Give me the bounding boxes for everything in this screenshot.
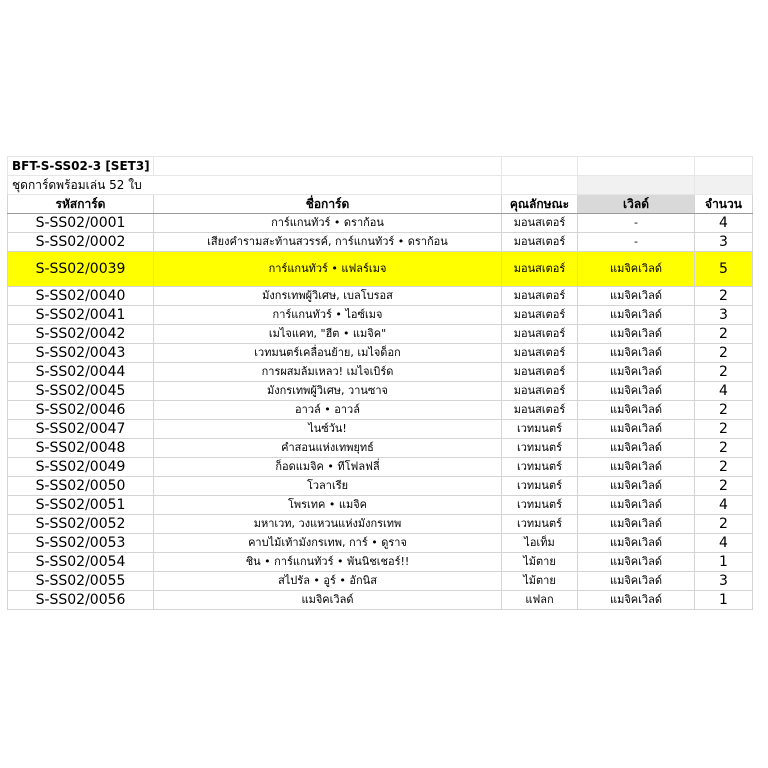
table-row xyxy=(8,591,753,610)
table-row xyxy=(8,325,753,344)
cell-name: คาบไม้เท้ามังกรเทพ, การ์ • ดูราจ xyxy=(154,534,502,553)
cell-qty: 2 xyxy=(695,325,753,344)
cell-qty: 2 xyxy=(695,287,753,306)
table-row xyxy=(8,382,753,401)
cell-qty: 3 xyxy=(695,306,753,325)
blank-cell xyxy=(502,157,578,176)
cell-code: S-SS02/0040 xyxy=(8,287,154,306)
cell-code: S-SS02/0002 xyxy=(8,233,154,252)
cell-kind: มอนสเตอร์ xyxy=(502,382,578,401)
cell-kind: มอนสเตอร์ xyxy=(502,401,578,420)
table-row xyxy=(8,420,753,439)
cell-variant: แมจิคเวิลด์ xyxy=(578,477,695,496)
table-row xyxy=(8,553,753,572)
cell-variant: แมจิคเวิลด์ xyxy=(578,287,695,306)
cell-code: S-SS02/0050 xyxy=(8,477,154,496)
cell-name: แมจิคเวิลด์ xyxy=(154,591,502,610)
cell-name: มังกรเทพผู้วิเศษ, วานซาจ xyxy=(154,382,502,401)
cell-kind: ไอเท็ม xyxy=(502,534,578,553)
cell-code: S-SS02/0048 xyxy=(8,439,154,458)
cell-variant: แมจิคเวิลด์ xyxy=(578,572,695,591)
table-row xyxy=(8,363,753,382)
set-subtitle: ชุดการ์ดพร้อมเล่น 52 ใบ xyxy=(8,176,502,195)
cell-name: ชิน • การ์แกนทัวร์ • พันนิชเชอร์!! xyxy=(154,553,502,572)
header-kind: คุณลักษณะ xyxy=(502,195,578,214)
cell-kind: เวทมนตร์ xyxy=(502,496,578,515)
cell-name: โวลาเรีย xyxy=(154,477,502,496)
cell-kind: มอนสเตอร์ xyxy=(502,287,578,306)
blank-cell xyxy=(502,176,578,195)
table-row xyxy=(8,477,753,496)
cell-name: โพรเทค • แมจิค xyxy=(154,496,502,515)
card-list-table xyxy=(7,156,753,610)
table-row xyxy=(8,233,753,252)
cell-variant: แมจิคเวิลด์ xyxy=(578,496,695,515)
set-title: BFT-S-SS02-3 [SET3] xyxy=(8,157,154,176)
table-row-highlighted xyxy=(8,252,753,287)
spreadsheet xyxy=(7,156,753,610)
cell-kind: มอนสเตอร์ xyxy=(502,325,578,344)
cell-name: มหาเวท, วงแหวนแห่งมังกรเทพ xyxy=(154,515,502,534)
cell-variant: แมจิคเวิลด์ xyxy=(578,401,695,420)
cell-name: สไปรัล • อูร์ • อักนิส xyxy=(154,572,502,591)
title-row xyxy=(8,157,753,176)
cell-variant: - xyxy=(578,214,695,233)
cell-kind: แฟลก xyxy=(502,591,578,610)
cell-kind: เวทมนตร์ xyxy=(502,439,578,458)
blank-cell xyxy=(695,176,753,195)
cell-qty: 4 xyxy=(695,534,753,553)
subtitle-row xyxy=(8,176,753,195)
cell-name: การผสมล้มเหลว! เมไจเบิร์ด xyxy=(154,363,502,382)
cell-qty: 3 xyxy=(695,572,753,591)
cell-kind: เวทมนตร์ xyxy=(502,420,578,439)
cell-kind: ไม้ตาย xyxy=(502,572,578,591)
cell-variant: แมจิคเวิลด์ xyxy=(578,344,695,363)
table-row xyxy=(8,344,753,363)
cell-kind: เวทมนตร์ xyxy=(502,515,578,534)
cell-kind: มอนสเตอร์ xyxy=(502,344,578,363)
cell-name: ก็อดแมจิค • ทีโฟลฟลี่ xyxy=(154,458,502,477)
cell-variant: แมจิคเวิลด์ xyxy=(578,515,695,534)
table-row xyxy=(8,439,753,458)
cell-qty: 2 xyxy=(695,439,753,458)
cell-variant: แมจิคเวิลด์ xyxy=(578,252,695,287)
header-qty: จำนวน xyxy=(695,195,753,214)
cell-kind: เวทมนตร์ xyxy=(502,477,578,496)
cell-kind: มอนสเตอร์ xyxy=(502,252,578,287)
table-row xyxy=(8,534,753,553)
cell-variant: แมจิคเวิลด์ xyxy=(578,325,695,344)
cell-kind: เวทมนตร์ xyxy=(502,458,578,477)
cell-variant: แมจิคเวิลด์ xyxy=(578,553,695,572)
cell-code: S-SS02/0041 xyxy=(8,306,154,325)
table-row xyxy=(8,401,753,420)
cell-variant: แมจิคเวิลด์ xyxy=(578,382,695,401)
table-row xyxy=(8,214,753,233)
cell-qty: 2 xyxy=(695,363,753,382)
cell-qty: 2 xyxy=(695,477,753,496)
cell-name: คำสอนแห่งเทพยุทธ์ xyxy=(154,439,502,458)
table-row xyxy=(8,496,753,515)
cell-variant: แมจิคเวิลด์ xyxy=(578,591,695,610)
cell-variant: แมจิคเวิลด์ xyxy=(578,306,695,325)
blank-cell xyxy=(154,157,502,176)
cell-qty: 4 xyxy=(695,496,753,515)
cell-name: เวทมนตร์เคลื่อนย้าย, เมไจด็อก xyxy=(154,344,502,363)
cell-code: S-SS02/0044 xyxy=(8,363,154,382)
cell-code: S-SS02/0039 xyxy=(8,252,154,287)
cell-code: S-SS02/0042 xyxy=(8,325,154,344)
cell-qty: 2 xyxy=(695,420,753,439)
table-row xyxy=(8,572,753,591)
cell-kind: มอนสเตอร์ xyxy=(502,363,578,382)
cell-code: S-SS02/0055 xyxy=(8,572,154,591)
cell-variant: แมจิคเวิลด์ xyxy=(578,363,695,382)
header-code: รหัสการ์ด xyxy=(8,195,154,214)
cell-qty: 2 xyxy=(695,458,753,477)
cell-name: อาวล์ • อาวล์ xyxy=(154,401,502,420)
blank-cell xyxy=(578,176,695,195)
cell-name: มังกรเทพผู้วิเศษ, เบลโบรอส xyxy=(154,287,502,306)
blank-cell xyxy=(578,157,695,176)
header-row xyxy=(8,195,753,214)
cell-variant: แมจิคเวิลด์ xyxy=(578,458,695,477)
cell-qty: 4 xyxy=(695,382,753,401)
cell-kind: มอนสเตอร์ xyxy=(502,233,578,252)
cell-name: เสียงคำรามสะท้านสวรรค์, การ์แกนทัวร์ • ดราก้อน xyxy=(154,233,502,252)
cell-code: S-SS02/0046 xyxy=(8,401,154,420)
cell-qty: 1 xyxy=(695,591,753,610)
cell-code: S-SS02/0051 xyxy=(8,496,154,515)
cell-qty: 2 xyxy=(695,401,753,420)
cell-variant: แมจิคเวิลด์ xyxy=(578,534,695,553)
blank-cell xyxy=(695,157,753,176)
cell-name: การ์แกนทัวร์ • แฟลร์เมจ xyxy=(154,252,502,287)
cell-qty: 2 xyxy=(695,344,753,363)
cell-code: S-SS02/0043 xyxy=(8,344,154,363)
cell-variant: - xyxy=(578,233,695,252)
cell-code: S-SS02/0053 xyxy=(8,534,154,553)
cell-kind: มอนสเตอร์ xyxy=(502,306,578,325)
header-variant: เวิลด์ xyxy=(578,195,695,214)
cell-code: S-SS02/0049 xyxy=(8,458,154,477)
header-name: ชื่อการ์ด xyxy=(154,195,502,214)
cell-kind: มอนสเตอร์ xyxy=(502,214,578,233)
cell-qty: 5 xyxy=(695,252,753,287)
cell-name: ไนซ์วัน! xyxy=(154,420,502,439)
table-row xyxy=(8,458,753,477)
cell-code: S-SS02/0001 xyxy=(8,214,154,233)
cell-code: S-SS02/0052 xyxy=(8,515,154,534)
cell-qty: 1 xyxy=(695,553,753,572)
cell-code: S-SS02/0047 xyxy=(8,420,154,439)
cell-variant: แมจิคเวิลด์ xyxy=(578,439,695,458)
table-row xyxy=(8,287,753,306)
cell-qty: 4 xyxy=(695,214,753,233)
cell-qty: 3 xyxy=(695,233,753,252)
cell-name: การ์แกนทัวร์ • ดราก้อน xyxy=(154,214,502,233)
table-row xyxy=(8,515,753,534)
cell-code: S-SS02/0054 xyxy=(8,553,154,572)
cell-variant: แมจิคเวิลด์ xyxy=(578,420,695,439)
cell-code: S-SS02/0045 xyxy=(8,382,154,401)
cell-qty: 2 xyxy=(695,515,753,534)
cell-kind: ไม้ตาย xyxy=(502,553,578,572)
cell-name: เมไจแคท, "ฮีต • แมจิค" xyxy=(154,325,502,344)
table-row xyxy=(8,306,753,325)
cell-name: การ์แกนทัวร์ • ไอซ์เมจ xyxy=(154,306,502,325)
cell-code: S-SS02/0056 xyxy=(8,591,154,610)
